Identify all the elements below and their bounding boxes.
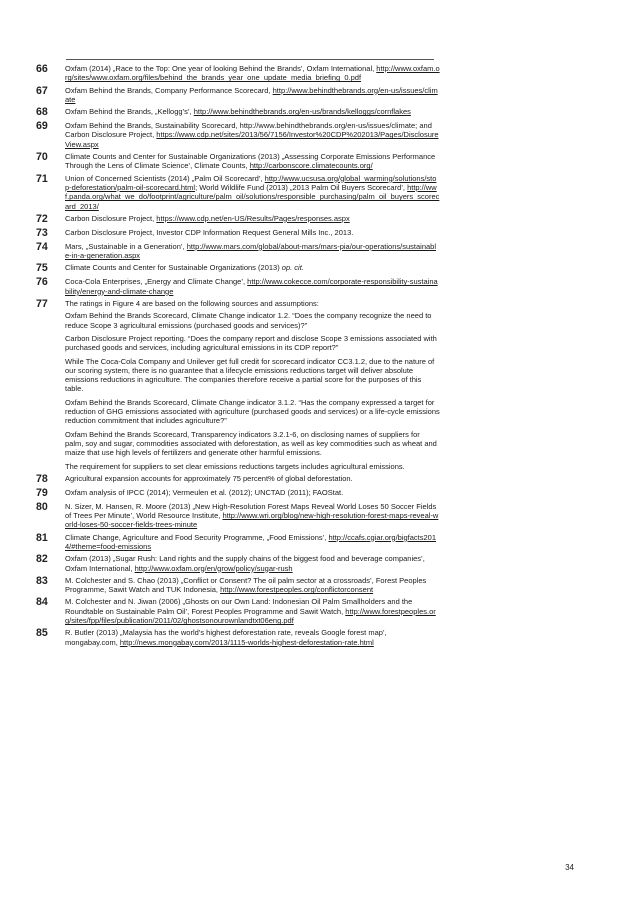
endnote-text — [65, 488, 440, 499]
endnote-text-segment: Oxfam Behind the Brands, Sustainability Scorecard, http://www.behindthebrands.org/en-us/issues/climate; and Carbon Disclosure Project, — [65, 121, 432, 140]
endnote-paragraph: Carbon Disclosure Project reporting. “Does the company report and disclose Scope 3 emissions associated with purchased goods and services, including agricultural emissions in its CDP report?” — [65, 333, 437, 353]
endnote-83 — [36, 576, 440, 595]
endnote-link[interactable]: http://www.behindthebrands.org/en-us/brands/kelloggs/cornflakes — [193, 107, 411, 117]
endnote-text-segment: Climate Change, Agriculture and Food Security Programme, „Food Emissions’, — [65, 532, 329, 542]
endnote-number: 85 — [36, 627, 48, 640]
endnote-link[interactable]: http://www.oxfam.org/en/grow/policy/sugar-rush — [134, 563, 293, 573]
endnote-number: 68 — [36, 106, 48, 119]
endnote-text-segment: Oxfam analysis of IPCC (2014); Vermeulen et al. (2012); UNCTAD (2011); FAOStat. — [65, 487, 344, 497]
endnote-paragraph: While The Coca-Cola Company and Unilever get full credit for scorecard indicator CC3.1.2, due to the nature of our scoring system, there is no guarantee that a lifecycle emissions reductions target will deliver absolute emissions reductions in agriculture. The companies therefore receive a partial score for the purposes of this table. — [65, 356, 435, 394]
endnote-text — [65, 474, 440, 485]
endnote-number: 75 — [36, 262, 48, 275]
endnote-text — [65, 107, 440, 118]
endnote-number: 67 — [36, 84, 48, 97]
endnote-link[interactable]: http://www.mars.com/global/about-mars/mars-pia/our-operations/sustainable-in-a-generation.aspx — [65, 241, 437, 261]
endnote-81 — [36, 533, 440, 552]
endnote-text — [65, 121, 440, 149]
endnote-link[interactable]: http://www.oxfam.org/sites/www.oxfam.org/files/behind_the_brands_year_one_update_media_briefing_0.pdf — [65, 64, 440, 83]
endnote-text-segment: Oxfam Behind the Brands, „Kellogg’s’, — [65, 107, 194, 117]
endnote-number: 72 — [36, 212, 48, 225]
endnote-text — [65, 64, 440, 83]
endnote-text-segment: Carbon Disclosure Project, Investor CDP Information Request General Mills Inc., 2013. — [65, 227, 354, 237]
endnote-text-segment: M. Colchester and S. Chao (2013) „Conflict or Consent? The oil palm sector at a crossroads’, Forest Peoples Programme, Sawit Watch and TUK Indonesia, — [65, 575, 427, 595]
endnote-link[interactable]: http://carbonscore.climatecounts.org/ — [249, 161, 373, 171]
endnote-71 — [36, 174, 440, 211]
endnote-number: 73 — [36, 226, 48, 239]
endnote-75 — [36, 263, 440, 274]
endnote-68 — [36, 107, 440, 118]
endnote-70 — [36, 152, 440, 171]
endnote-text — [65, 86, 440, 105]
endnote-text — [65, 628, 440, 647]
endnote-link[interactable]: http://www.behindthebrands.org/en-us/issues/climate — [65, 85, 438, 104]
endnote-69 — [36, 121, 440, 149]
endnote-link[interactable]: https://www.cdp.net/en-US/Results/Pages/responses.aspx — [156, 213, 350, 223]
endnote-78 — [36, 474, 440, 485]
endnote-text-segment: Climate Counts and Center for Sustainable Organizations (2013) „Assessing Corporate Emissions Performance Through the Lens of Climate Science’, Climate Counts, — [65, 152, 436, 171]
endnote-text-segment: Agricultural expansion accounts for approximately 75 percent% of global deforestation. — [65, 473, 353, 483]
endnote-80 — [36, 502, 440, 530]
endnote-number: 84 — [36, 596, 48, 609]
endnote-text — [65, 174, 440, 211]
endnote-66 — [36, 64, 440, 83]
endnote-link[interactable]: http://ccafs.cgiar.org/bigfacts2014/#theme=food-emissions — [65, 532, 437, 551]
endnote-number: 82 — [36, 553, 48, 566]
endnote-number: 69 — [36, 120, 48, 133]
endnote-link[interactable]: http://wwf.panda.org/what_we_do/footprint/agriculture/palm_oil/solutions/responsible_purchasing/palm_oil_buyers_scorecard_2013/ — [65, 182, 440, 211]
endnote-text — [65, 597, 440, 625]
endnote-text-segment: Mars, „Sustainable in a Generation’, — [65, 241, 187, 251]
endnote-paragraph: The requirement for suppliers to set clear emissions reductions targets includes agricultural emissions. — [65, 461, 405, 471]
endnote-84 — [36, 597, 440, 625]
endnote-link[interactable]: http://news.mongabay.com/2013/1115-worlds-highest-deforestation-rate.html — [119, 637, 374, 647]
endnote-72 — [36, 214, 440, 225]
endnote-85 — [36, 628, 440, 647]
endnote-74 — [36, 242, 440, 261]
endnote-76 — [36, 277, 440, 296]
endnote-text — [65, 533, 440, 552]
endnote-text-segment: Oxfam (2014) „Race to the Top: One year of looking Behind the Brands’, Oxfam International, — [65, 64, 377, 73]
page-number: 34 — [565, 863, 574, 872]
endnote-text-segment: Climate Counts and Center for Sustainable Organizations (2013) — [65, 263, 282, 273]
endnote-number: 80 — [36, 500, 48, 513]
endnote-link[interactable]: http://www.cokecce.com/corporate-responsibility-sustainability/energy-and-climate-change — [65, 277, 438, 296]
endnote-text — [65, 214, 440, 225]
endnote-text — [65, 152, 440, 171]
endnote-number: 70 — [36, 151, 48, 164]
endnote-number: 78 — [36, 472, 48, 485]
endnote-link[interactable]: http://www.wri.org/blog/new-high-resolution-forest-maps-reveal-world-loses-50-soccer-fields-trees-minute — [65, 511, 439, 530]
endnote-text-segment: Coca-Cola Enterprises, „Energy and Climate Change’, — [65, 277, 248, 287]
footnote-separator — [66, 59, 434, 60]
endnote-number: 76 — [36, 276, 48, 289]
endnote-number: 79 — [36, 486, 48, 499]
endnote-link[interactable]: https://www.cdp.net/sites/2013/56/7156/Investor%20CDP%202013/Pages/DisclosureView.aspx — [65, 130, 439, 149]
endnote-73 — [36, 228, 440, 239]
endnote-text — [65, 299, 440, 471]
endnote-text — [65, 554, 440, 573]
endnote-italic-text: op. cit. — [281, 263, 304, 273]
endnote-82 — [36, 554, 440, 573]
endnote-paragraph: Oxfam Behind the Brands Scorecard, Climate Change indicator 1.2. “Does the company recognize the need to reduce Scope 3 agricultural emissions (purchased goods and services)?” — [65, 311, 432, 330]
endnote-text — [65, 502, 440, 530]
endnote-text-segment: Oxfam Behind the Brands, Company Performance Scorecard, — [65, 85, 273, 95]
endnote-number: 71 — [36, 172, 48, 185]
endnotes-list — [36, 64, 440, 650]
endnote-text-segment: The ratings in Figure 4 are based on the following sources and assumptions: — [65, 299, 319, 309]
endnote-number: 74 — [36, 240, 48, 253]
endnote-77 — [36, 299, 440, 471]
endnote-text-segment: Union of Concerned Scientists (2014) „Palm Oil Scorecard’, — [65, 173, 265, 183]
endnote-text-segment: N. Sizer, M. Hansen, R. Moore (2013) „New High-Resolution Forest Maps Reveal World Loses 50 Soccer Fields of Trees Per Minute’, World Resource Institute, — [65, 501, 437, 521]
endnote-number: 77 — [36, 298, 48, 311]
endnote-paragraph: Oxfam Behind the Brands Scorecard, Transparency indicators 3.2.1-6, on disclosing names of suppliers for palm, soy and sugar, commodities associated with deforestation, as well as key commodities such as wheat and maize that use high levels of fertilizers and generate other harmful emissions. — [65, 429, 437, 458]
endnote-number: 81 — [36, 531, 48, 544]
endnote-link[interactable]: http://www.forestpeoples.org/sites/fpp/files/publication/2011/02/ghostsonourownlandtxt06eng.pdf — [65, 606, 436, 626]
endnote-number: 66 — [36, 63, 48, 75]
endnote-paragraph: Oxfam Behind the Brands Scorecard, Climate Change indicator 3.1.2. “Has the company expressed a target for reduction of GHG emissions associated with agriculture (purchased goods and services) or a life-cycle emissions reduction commitment that includes agriculture?” — [65, 397, 440, 426]
endnote-79 — [36, 488, 440, 499]
endnote-text — [65, 277, 440, 296]
endnote-text-segment: Oxfam (2013) „Sugar Rush: Land rights and the supply chains of the biggest food and beverage companies’, Oxfam International, — [65, 554, 425, 573]
endnote-link[interactable]: http://www.ucsusa.org/global_warming/solutions/stop-deforestation/palm-oil-scorecard.html — [65, 173, 437, 192]
endnote-text — [65, 263, 440, 274]
endnote-text-segment: Carbon Disclosure Project, — [65, 213, 157, 223]
endnote-text — [65, 576, 440, 595]
endnote-link[interactable]: http://www.forestpeoples.org/conflictorconsent — [220, 585, 374, 595]
endnote-text — [65, 228, 440, 239]
endnote-text-segment: M. Colchester and N. Jiwan (2006) „Ghosts on our Own Land: Indonesian Oil Palm Smallholders and the Roundtable on Sustainable Palm Oil’, Forest Peoples Programme and Sawit Watch, — [65, 597, 413, 616]
endnote-number: 83 — [36, 574, 48, 587]
endnote-text-segment: R. Butler (2013) „Malaysia has the world’s highest deforestation rate, reveals Google forest map’, mongabay.com, — [65, 628, 387, 647]
endnote-text-segment: ; World Wildlife Fund (2013) „2013 Palm Oil Buyers Scorecard’, — [195, 182, 408, 192]
endnote-67 — [36, 86, 440, 105]
endnote-text — [65, 242, 440, 261]
